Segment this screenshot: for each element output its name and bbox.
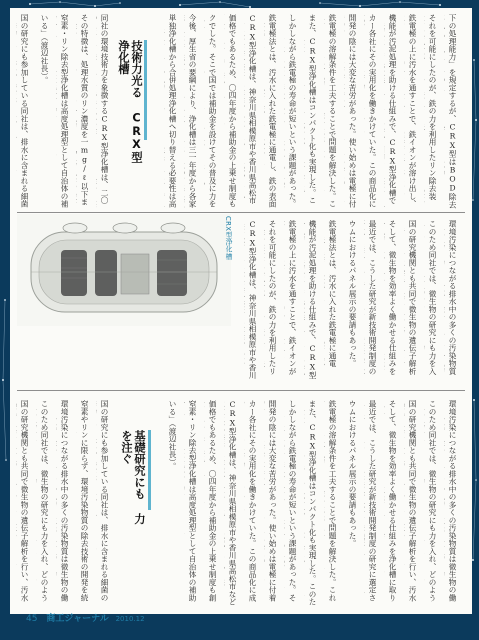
text-column: いる」（渡辺社長）。 xyxy=(40,14,49,84)
journal-title: 商工ジャーナル xyxy=(46,614,109,624)
text-column: そして、微生物を効率よく働かせる仕組みを xyxy=(388,220,397,375)
block-divider xyxy=(17,390,465,391)
page-number: 45 xyxy=(26,614,38,624)
text-column: また、CRX型浄化槽はコンパクト化も実現した。こ xyxy=(308,14,317,205)
text-column: 国の研究にも参加している同社は、排水に含まれる細菌 xyxy=(20,14,29,208)
page-footer xyxy=(26,611,145,624)
text-column: 国の研究機関とも共同で微生物の遺伝子解析を行い、汚水 xyxy=(408,400,417,602)
text-column: 環境汚染につながる排水中の多くの汚染物質は微生物の働 xyxy=(448,400,457,602)
text-column: 下の処理能力」を規定するが、CRX型はBOD除去 xyxy=(448,14,457,209)
text-column: それを可能にしたのが、鉄の力を利用したリ xyxy=(268,220,277,375)
text-column: カー各社にその実用化を働きかけていた。この商品化に xyxy=(368,14,377,208)
figure-caption: CRX型浄化槽 xyxy=(224,216,232,261)
text-column: 同社の環境技術力を象徴するCRX型浄化槽は、二〇 xyxy=(100,14,109,205)
text-column: それを可能にしたのが、鉄の力を利用したリン除去装 xyxy=(428,14,437,200)
text-column: 価格でもあるため、〇四年度から補助金の上乗せ制度も xyxy=(228,14,237,208)
heading-accent-rule xyxy=(144,40,147,140)
text-column: 価格でもあるため、〇四年度から補助金の上乗せ制度も創 xyxy=(208,400,217,602)
text-column: 鉄電極の上に汚水を通すことで、鉄イオンが xyxy=(288,220,297,375)
text-column: 鉄電極の溶解条件を工夫することで問題を解決した。これ xyxy=(328,400,337,602)
text-column: 今後、厚生省の要綱により、浄化槽は三一年度から各家 xyxy=(188,14,197,208)
text-column: クでした。そこで国では補助金を設けてその普及に力を xyxy=(208,14,217,208)
text-column: そして、微生物を効率よく働かせる仕組みを浄化槽に取り xyxy=(388,400,397,602)
text-column: CRX型浄化槽は、神奈川県相模原市や香川県高松市 xyxy=(248,14,257,205)
text-column: 機能が汚泥処理を助ける仕組みで、CRX型浄化槽で xyxy=(388,14,397,205)
text-column: 窒素やリンに限らず、環境汚染物質の除去技術の開発を続 xyxy=(80,400,89,602)
text-column: 窒素・リン除去型浄化槽は高度処理型として自治体の補助 xyxy=(188,400,197,602)
text-column: 鉄電極の上に汚水を通すことで、鉄イオンが溶け出し、 xyxy=(408,14,417,208)
heading-accent-rule xyxy=(148,430,151,510)
text-column: 鉄電極法とは、汚水に入れた鉄電極に通電 xyxy=(328,220,337,368)
text-column: 開発の陰には大変な苦労があった。使い始めは電極に付 xyxy=(348,14,357,208)
text-column: 最近では、こうした研究が新技術開発制度の xyxy=(368,220,377,375)
text-column: しかしながら鉄電極の寿命が短いという課題があった。そ xyxy=(288,400,297,602)
block-divider xyxy=(17,212,465,213)
text-column: 窒素・リン除去型浄化槽は高度処理型として自治体の補 xyxy=(60,14,69,208)
text-column: このため同社では、微生物の研究にも力を入れ、どのよう xyxy=(428,400,437,602)
text-column: 鉄電極法とは、汚水に入れた鉄電極に通電し、鉄の表面 xyxy=(268,14,277,208)
text-column: 鉄電極の溶解条件を工夫することで問題を解決した。こ xyxy=(328,14,337,208)
text-column: その特徴は、処理水質のリン濃度を一mg/ℓ以下ま xyxy=(80,14,89,206)
text-column: しかしながら鉄電極の寿命が短いという課題があった。 xyxy=(288,14,297,208)
section-heading-crx: 技術力光る CRX型浄化槽 xyxy=(117,40,143,164)
text-column: ウムにおけるパネル展示の要請もあった。 xyxy=(348,400,357,548)
text-column: 国の研究機関とも共同で微生物の遺伝子解析 xyxy=(408,220,417,375)
text-column: 単独浄化槽から合併処理浄化槽へ切り替える必要性は高 xyxy=(168,14,177,208)
text-column: このため同社では、微生物の研究にも力を入れ、どのよう xyxy=(40,400,49,602)
text-column: 機能が汚泥処理を助ける仕組みで、CRX型 xyxy=(308,220,317,380)
issue-date: 2010.12 xyxy=(115,615,145,623)
text-column: CRX型浄化槽は、神奈川県相模原市や香川 xyxy=(248,220,257,380)
text-column: 国の研究にも参加している同社は、排水に含まれる細菌の xyxy=(100,400,109,602)
text-column: また、CRX型浄化槽はコンパクト化も実現した。このた xyxy=(308,400,317,606)
text-column: いる」（渡辺社長）。 xyxy=(168,400,177,470)
text-column: 環境汚染につながる排水中の多くの汚染物質 xyxy=(448,220,457,375)
text-column: 開発の陰には大変な苦労があった。使い始めは電極に付着 xyxy=(268,400,277,602)
section-heading-research: 基礎研究にも 力を注ぐ xyxy=(120,430,146,525)
text-column: 最近では、こうした研究が新技術開発制度の研究に選定さ xyxy=(368,400,377,602)
septic-tank-illustration xyxy=(17,214,231,326)
text-column: CRX型浄化槽は、神奈川県相模原市や香川県高松市など xyxy=(228,400,237,606)
text-column: このため同社では、微生物の研究にも力を入 xyxy=(428,220,437,375)
crx-tank-figure xyxy=(17,214,231,326)
text-column: ウムにおけるパネル展示の要請もあった。 xyxy=(348,220,357,368)
text-column: 国の研究機関とも共同で微生物の遺伝子解析を行い、汚水 xyxy=(20,400,29,602)
text-column: カー各社にその実用化を働きかけていた。この商品化に成 xyxy=(248,400,257,602)
text-column: 環境汚染につながる排水中の多くの汚染物質は微生物の働 xyxy=(60,400,69,602)
